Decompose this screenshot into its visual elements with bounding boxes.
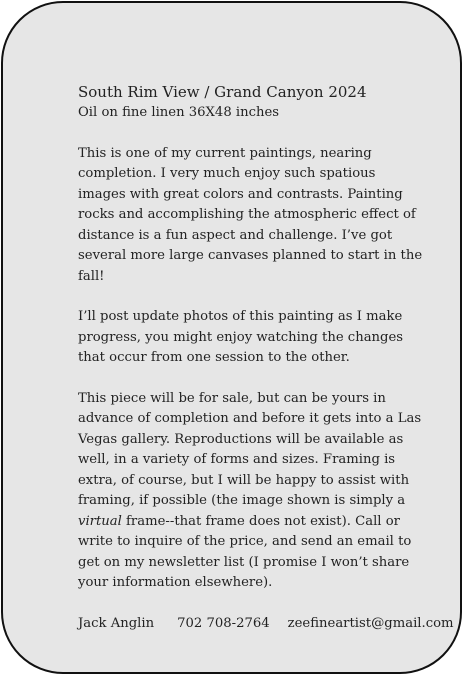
painting-medium: Oil on fine linen 36X48 inches xyxy=(78,105,280,120)
contact-email: zeefineartist@gmail.com xyxy=(287,615,454,631)
contact-name: Jack Anglin xyxy=(78,615,155,631)
description-paragraph-3 xyxy=(78,389,423,594)
contact-phone: 702 708-2764 xyxy=(177,615,270,631)
description-paragraph-1: This is one of my current paintings, nearing completion. I very much enjoy such spatious images with great colors and contrasts. Painting rocks and accomplishing the atmospheric effect of distance is a fun aspect and challenge. I’ve got several more large canvases planned to start in the fall! xyxy=(78,145,423,284)
info-card xyxy=(1,1,462,674)
card-content xyxy=(78,81,454,634)
paragraph-3-text-b: frame--that frame does not exist). Call or write to inquire of the price, and send an email to get on my newsletter list (I promise I won’t share your information elsewhere). xyxy=(78,513,412,590)
contact-line xyxy=(78,614,454,635)
paragraph-3-emphasis: virtual xyxy=(78,513,122,529)
painting-title: South Rim View / Grand Canyon 2024 xyxy=(78,83,367,101)
paragraph-3-text-a: This piece will be for sale, but can be yours in advance of completion and before it gets into a Las Vegas gallery. Reproductions will be available as well, in a variety of forms and sizes. Framing is extra, of course, but I will be happy to assist with framing, if possible (the image shown is simply a xyxy=(78,390,422,508)
description-paragraph-2: I’ll post update photos of this painting as I make progress, you might enjoy watching the changes that occur from one session to the other. xyxy=(78,309,404,365)
